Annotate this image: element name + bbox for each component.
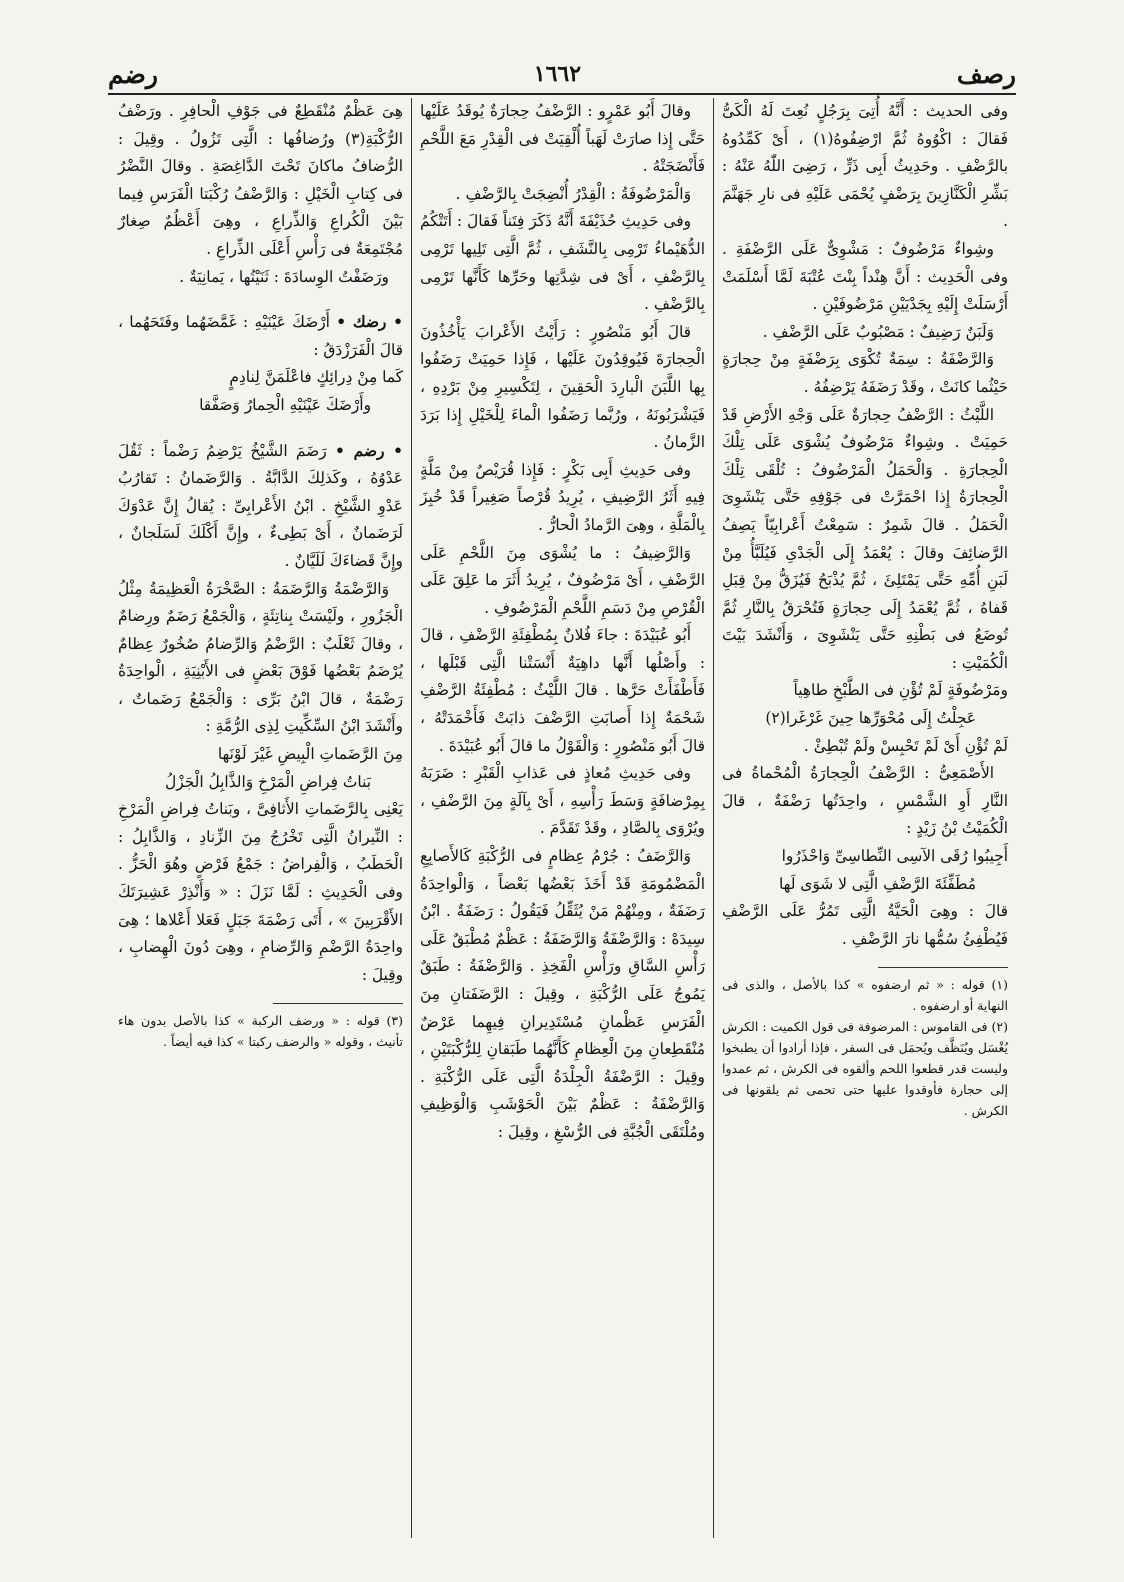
header-keyword-left: رضم [108,59,158,89]
entry-radam [118,438,403,576]
verse-line: أَجِيبُوا رُقَى الآسِى النِّطاسِىِّ وَاحْذَرُوا [781,847,1008,866]
verse-line: عَجِلْتُ إِلَى مُحْوَرِّها حِينَ غَرْغَرا(٢) [765,709,976,728]
verse-line: مُطَفِّئَةَ الرَّضْفِ الَّتِى لا شَوَى لَها [778,874,976,893]
paragraph: قالَ : وهِىَ الْحَيَّةُ الَّتِى تَمُرُّ عَلَى الرَّضْفِ فَيُطْفِئُ سُمُّها نارَ الرَّضْفِ . [722,902,1008,948]
entry-text: رَضَمَ الشَّيْخُ يَرْضِمُ رَضْماً : ثَقُلَ عَدْوُهُ ، وكَذلِكَ الدَّابَّةُ . وَالرَّضَمانُ : تَقارُبُ عَدْوِ الشَّيْخِ . ابْنُ الأَعْرابِىِّ : يُقالُ إِنَّ عَدْوَكَ لَرَضَمانٌ ، أَىْ بَطِىءٌ ، وإِنَّ أَكْلَكَ لَسَلَجانٌ ، وإِنَّ قَضاءَكَ لَلَيَّانٌ . [118,441,403,570]
entry-text: أَرْضَكَ عَيْنَيْهِ : غَمَّضَهُما وفَتَحَهُما ، قالَ الْفَرَزْدَقُ : [118,313,403,359]
paragraph: يَعْنِى بِالرَّضَماتِ الأَثافِىَّ ، وبَناتُ فِراضِ الْمَرْخِ : النِّيرانُ الَّتِى تَخْرُجُ مِنَ الزِّنادِ ، وَالذَّابِلُ : الْحَطَبُ ، وَالْفِراضُ : جَمْعُ فَرْضٍ وهُوَ الْحَزُّ . وفى الْحَدِيثِ : لَمَّا نَزَلَ : « وَأَنْذِرْ عَشِيرَتَكَ الأَقْرَبِينَ » ، أَتَى رَضْمَةَ جَبَلٍ فَعَلا أَعْلاها ؛ هِىَ واحِدَةُ الرَّضْمِ وَالرِّضامِ ، وهِىَ دُونَ الْهِضابِ ، وقِيلَ : [118,800,403,984]
page-number: ١٦٦٢ [533,61,582,87]
paragraph: وقالَ أَبُو عَمْرٍو : الرَّضْفُ حِجارَةٌ يُوقَدُ عَلَيْها حَتَّى إِذا صارَتْ لَهَباً أُلْقِيَتْ فى الْقِدْرِ مَعَ اللَّحْمِ فَأَنْضَجَتْهُ . [420,102,705,176]
paragraph: وفى حَدِيثِ مُعاذٍ فى عَذابِ الْقَبْرِ : ضَرَبَهُ بِمِرْضافَةٍ وَسَطَ رَأْسِهِ ، أَىْ بِآلَةٍ مِنَ الرَّضْفِ ، ويُرْوَى بِالصَّادِ ، وقَدْ تَقَدَّمَ . [420,764,705,838]
verse-line: مِنَ الرَّضَماتِ الْبِيضِ غَيْرَ لَوْنَها [217,745,403,764]
text-columns [108,98,1016,1538]
column-left [110,98,412,1538]
paragraph: هِىَ عَظْمٌ مُنْقَطِعٌ فى جَوْفِ الْحافِرِ . ورَضْفُ الرُّكْبَةِ(٣) ورُضافُها : الَّتِى تَزُولُ . وقِيلَ : الرُّضافُ ماكانَ تَحْتَ الدَّاغِصَةِ . وقالَ النَّضْرُ فى كِتابِ الْخَيْلِ : وَالرَّضْفُ رُكْبَتا الْفَرَسِ فِيما بَيْنَ الْكُراعِ وَالذِّراعِ ، وهِىَ أَعْظُمٌ صِغارٌ مُجْتَمِعَةٌ فى رَأْسِ أَعْلَى الذِّراعِ . [118,102,403,258]
paragraph: وَالْمَرْضُوفَةُ : الْقِدْرُ أُنْضِجَتْ بِالرَّضْفِ . [455,184,691,203]
entry-headword: • رضك • [336,313,403,332]
entry-radak [118,309,403,364]
header-keyword-right: رصف [956,59,1016,89]
paragraph: وَالرَّضِيفُ : ما يُشْوَى مِنَ اللَّحْمِ عَلَى الرَّضْفِ ، أَىْ مَرْضُوفٌ ، يُرِيدُ أَثَرَ ما عَلِقَ عَلَى الْقُرْصِ مِنْ دَسَمِ اللَّحْمِ الْمَرْضُوفِ . [420,543,705,617]
paragraph: وفى حَدِيثِ أَبِى بَكْرٍ : فَإِذا قُرَيْصٌ مِنْ مَلَّةٍ فِيهِ أَثَرُ الرَّضِيفِ ، يُرِيدُ قُرْصاً صَغِيراً قَدْ خُبِزَ بِالْمَلَّةِ ، وهِىَ الرَّمادُ الْحارُّ . [420,460,705,534]
paragraph: الأَصْمَعِىُّ : الرَّضْفُ الْحِجارَةُ الْمُحْماةُ فى النَّارِ أَوِ الشَّمْسِ ، واحِدَتُها رَضْفَةٌ ، قالَ الْكُمَيْتُ بْنُ زَيْدٍ : [722,764,1008,838]
paragraph: وَالرَّضْمَةُ وَالرَّضَمَةُ : الصَّخْرَةُ الْعَظِيمَةُ مِثْلُ الْجَزُورِ ، ولَيْسَتْ بِناتِئَةٍ ، وَالْجَمْعُ رَضَمٌ ورِضامٌ ، وقالَ ثَعْلَبٌ : الرَّضْمُ وَالرِّضامُ صُخُورٌ عِظامٌ يُرْضَمُ بَعْضُها فَوْقَ بَعْضٍ فى الأَبْنِيَةِ ، الْواحِدَةُ رَضْمَةٌ ، قالَ ابْنُ بَرِّى : وَالْجَمْعُ رَضَماتٌ ، وأَنْشَدَ ابْنُ السِّكِّيتِ لِذِى الرُّمَّةِ : [118,579,403,736]
paragraph: وَالرَّضَفُ : جُرْمُ عِظامٍ فى الرُّكْبَةِ كَالأَصابِعِ الْمَضْمُومَةِ قَدْ أَخَذَ بَعْضُها بَعْضاً ، وَالْواحِدَةُ رَضَفَةٌ ، ومِنْهُمْ مَنْ يُثَقِّلُ فَيَقُولُ : رَضَفَةٌ . ابْنُ سِيدَهْ : وَالرَّضْفَةُ وَالرَّضَفَةُ : عَظْمٌ مُطْبَقٌ عَلَى رَأْسِ السَّاقِ ورَأْسِ الْفَخِذِ . وَالرَّضْفَةُ : طَبَقٌ يَمُوجُ عَلَى الرُّكْبَةِ ، وقِيلَ : الرَّضَفَتانِ مِنَ الْفَرَسِ عَظْمانِ مُسْتَدِيرانِ فِيهِما عَرْضٌ مُنْقَطِعانِ مِنَ الْعِظامِ كَأَنَّهُما طَبَقانِ لِلرُّكْبَتَيْنِ ، وقِيلَ : الرَّضْفَةُ الْجِلْدَةُ الَّتِى عَلَى الرُّكْبَةِ . وَالرَّضْفَةُ : عَظْمٌ بَيْنَ الْحَوْشَبِ وَالْوَظِيفِ ومُلْتَقَى الْجُبَّةِ فى الرُّسْغِ ، وقِيلَ : [420,847,705,1141]
column-right [714,98,1016,1538]
paragraph: لَمْ تُؤْنِ أَىْ لَمْ تَحْبِسْ ولَمْ تُبْطِئْ . [803,736,1008,755]
verse-line: ومَرْضُوفَةٍ لَمْ تُؤْنِ فى الطَّبْخِ طاهِياً [793,681,1008,700]
paragraph: أَبُو عُبَيْدَةَ : جاءَ فُلانٌ بِمُطْفِئَةِ الرَّضْفِ ، قالَ : وأَصْلُها أَنَّها داهِيَةٌ أَنْسَتْنا الَّتِى قَبْلَها ، فَأَطْفَأَتْ حَرَّها . قالَ اللَّيْثُ : مُطْفِئَةُ الرَّضْفِ شَحْمَةٌ إِذا أَصابَتِ الرَّضْفَ ذابَتْ فَأَخْمَدَتْهُ ، قالَ أَبُو مَنْصُورٍ : وَالْقَوْلُ ما قالَ أَبُو عُبَيْدَةَ . [420,626,705,755]
paragraph: وفى حَدِيثِ حُذَيْفَةَ أَنَّهُ ذَكَرَ فِتَناً فَقالَ : أَتَتْكُمُ الدُّهَيْماءُ تَرْمِى بِالنَّشَفِ ، ثُمَّ الَّتِى تَلِيها تَرْمِى بِالرَّضْفِ ، أَىْ فى شِدَّتِها وحَرِّها كَأَنَّها تَرْمِى بِالرَّضْفِ . [420,212,705,314]
footnote: (٢) فى القاموس : المرضوفة فى قول الكميت : الكرش يُغْسَل ويُنَظَّف ويُحمَل فى السفر ، فإذا أرادوا أن يطبخوا وليست قدر قطعوا اللحم وألقوه فى الكرش ، ثم عمدوا إلى حجارة فأوقدوا عليها حتى تحمى ثم يلقونها فى الكرش . [722,1019,1008,1119]
entry-headword: • رضم • [335,441,403,460]
column-middle [412,98,714,1538]
paragraph: اللَّيْثُ : الرَّضْفُ حِجارَةٌ عَلَى وَجْهِ الأَرْضِ قَدْ حَمِيَتْ . وشِواءٌ مَرْضُوفٌ يُشْوَى عَلَى تِلْكَ الْحِجارَةِ . وَالْحَمَلُ الْمَرْضُوفُ : تُلْقَى تِلْكَ الْحِجارَةُ إِذا احْمَرَّتْ فى جَوْفِهِ حَتَّى يَنْشَوِىَ الْحَمَلُ . قالَ شَمِرٌ : سَمِعْتُ أَعْرابِيّاً يَصِفُ الرَّضائِفَ وقالَ : يُعْمَدُ إِلَى الْجَدْىِ فَيُلَبَّأُ مِنْ لَبَنِ أُمِّهِ حَتَّى يَمْتَلِئَ ، ثُمَّ يُذْبَحُ فَيُزَقُّ مِنْ قِبَلِ قَفاهُ ، ثُمَّ يُعْمَدُ إِلَى حِجارَةٍ فَتُحْرَقُ بِالنَّارِ ثُمَّ تُوضَعُ فى بَطْنِهِ حَتَّى يَنْشَوِىَ ، وَأَنْشَدَ بَيْتَ الْكُمَيْتِ : [722,405,1008,672]
paragraph: وفى الحديث : أَنَّهُ أُتِىَ بِرَجُلٍ نُعِتَ لَهُ الْكَىُّ فَقالَ : اكْوُوهُ ثُمَّ ارْضِفُوهُ(١) ، أَىْ كَمِّدُوهُ بالرَّضْفِ . وحَدِيثُ أَبِى ذَرٍّ ، رَضِىَ اللّٰهُ عَنْهُ : بَشِّرِ الْكَنَّازِينَ بِرَضْفٍ يُحْمَى عَلَيْهِ فى نارِ جَهَنَّمَ . [722,102,1008,231]
paragraph: وَالرَّضْفَةُ : سِمَةٌ تُكْوَى بِرَضْفَةٍ مِنْ حِجارَةٍ حَيْثُما كانَتْ ، وقَدْ رَضَفَهُ يَرْضِفُهُ . [722,350,1008,396]
paragraph: قالَ أَبُو مَنْصُورٍ : رَأَيْتُ الأَعْرابَ يَأْخُذُونَ الْحِجارَةَ فَيُوقِدُونَ عَلَيْها ، فَإِذا حَمِيَتْ رَضَفُوا بِها اللَّبَنَ الْبارِدَ الْحَقِينَ ، لِتَكْسِيرِ مِنْ بَرْدِهِ ، فَيَشْرَبُونَهُ ، ورُبَّما رَضَفُوا الْماءَ لِلْخَيْلِ إِذا بَرَدَ الزَّمانُ . [420,322,705,452]
paragraph: وشِواءٌ مَرْضُوفٌ : مَشْوِىٌّ عَلَى الرَّضْفَةِ . وفى الْحَدِيث : أَنَّ هِنْداً بِنْتَ عُتْبَةَ لَمَّا أَسْلَمَتْ أَرْسَلَتْ إِلَيْهِ بِجَدْيَيْنِ مَرْضُوفَيْنِ . [722,239,1008,314]
verse-line: كَما مِنْ دِرائِكٍ فاعْلَمَنَّ لِنادِمٍ [229,368,403,387]
footnote: (٣) قوله : « ورضف الركبة » كذا بالأصل بدون هاء تأنيث ، وقوله « والرضف ركبتا » كذا فيه أيضاً . [118,1013,403,1050]
verse-line: بَناتُ فِراضِ الْمَرْخِ وَالذَّابِلُ الْجَزْلُ [165,772,371,791]
entry-gap [118,291,403,309]
footnote-divider [273,1003,403,1004]
paragraph: ورَضَفْتُ الوِسادَةَ : ثَنَيْتُها ، يَمانِيَةٌ . [179,267,389,286]
footnote: (١) قوله : « ثم ارضفوه » كذا بالأصل ، والذى فى النهاية أو ارضفوه . [722,977,1008,1014]
entry-gap [118,420,403,438]
verse-line: وأَرْضَكَ عَيْنَيْهِ الْحِمارُ وَصَفَّقا [199,395,371,414]
paragraph: وَلَبَنٌ رَضِيفٌ : مَصْبُوبٌ عَلَى الرَّضْفِ . [762,322,994,341]
page-header [108,55,1016,95]
footnote-divider [878,967,1008,968]
